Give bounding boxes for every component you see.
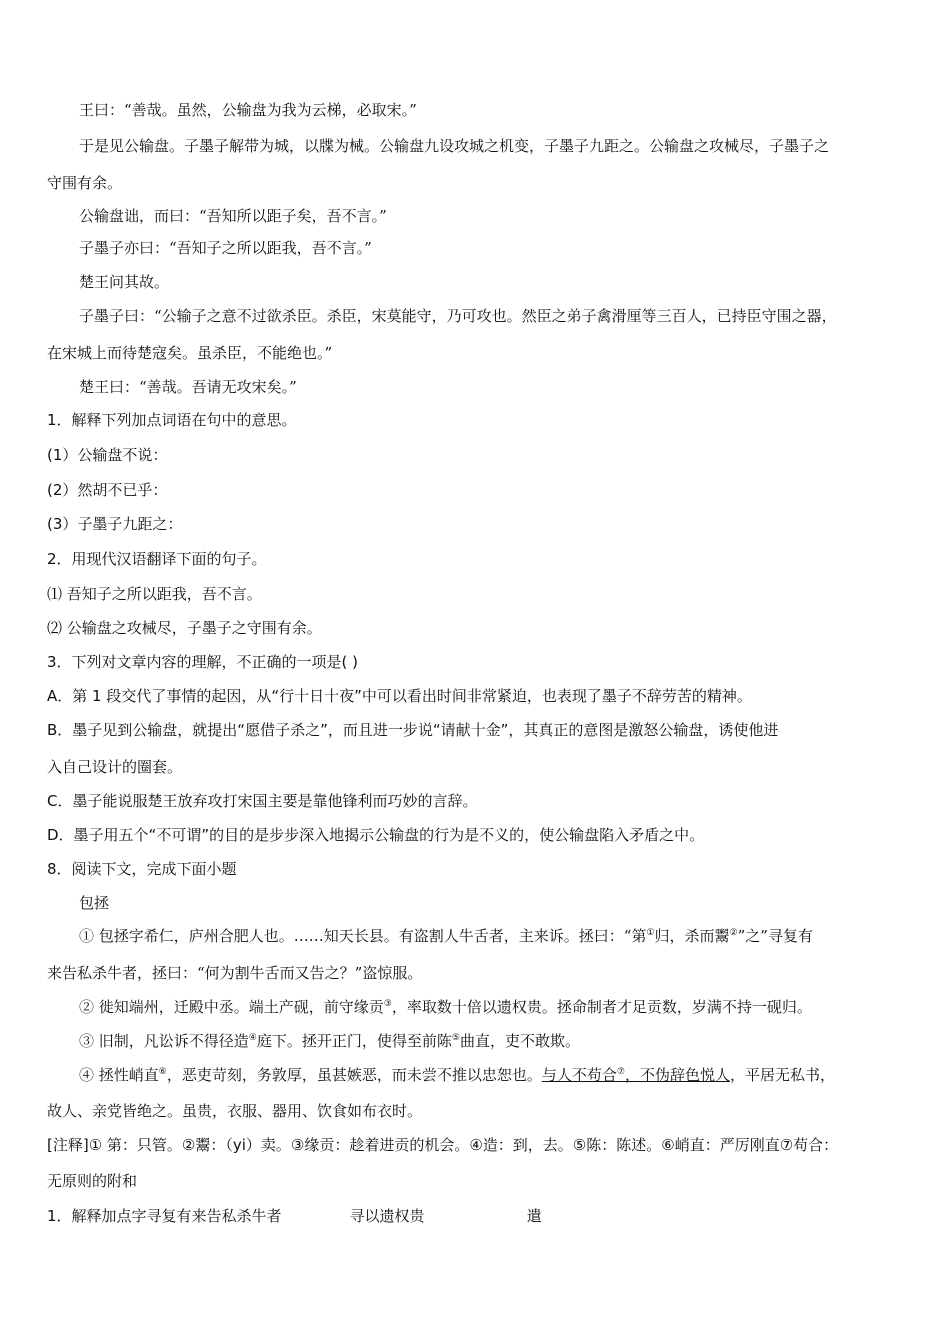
- passage-paragraph: 子墨子曰：“公输子之意不过欲杀臣。杀臣，宋莫能守，乃可攻也。然臣之弟子禽滑厘等三百人，已持臣守围之器，: [79, 307, 837, 325]
- question-2-item-1: ⑴ 吾知子之所以距我，吾不言。: [47, 585, 262, 603]
- footnote-marker: ⑥: [158, 1067, 167, 1077]
- text-run: 归，杀而鬻: [654, 927, 730, 945]
- text-run: ④ 拯性峭直: [79, 1066, 159, 1084]
- text-run: ③ 旧制，凡讼诉不得径造: [79, 1032, 249, 1050]
- question-2-item-2: ⑵ 公输盘之攻械尽，子墨子之守围有余。: [47, 619, 322, 637]
- passage-paragraph: 子墨子亦曰：“吾知子之所以距我，吾不言。”: [79, 239, 372, 257]
- article-paragraph-1: [79, 925, 914, 947]
- question-1-item-3: (3）子墨子九距之：: [47, 515, 183, 533]
- text-run: 庭下。拯开正门，使得至前陈: [256, 1032, 452, 1050]
- passage-paragraph-continued: 在宋城上而待楚寇矣。虽杀臣，不能绝也。”: [47, 344, 333, 362]
- footnote-marker: ④: [248, 1033, 257, 1043]
- annotations: [注释]① 第：只管。②鬻：（yi）卖。③缘贡：趁着进贡的机会。④造：到，去。⑤陈：陈述。⑥峭直：严厉刚直⑦苟合：: [47, 1136, 839, 1154]
- text-run: ”之”寻复有: [737, 927, 813, 945]
- question-label: 1．解释加点字寻复有来告私杀牛者: [47, 1207, 282, 1225]
- question-item: 寻以遗权贵: [349, 1207, 425, 1225]
- underlined-sentence: [542, 1066, 730, 1084]
- passage-paragraph: 于是见公输盘。子墨子解带为城，以牒为械。公输盘九设攻城之机变，子墨子九距之。公输盘之攻械尽，子墨子之: [79, 137, 830, 155]
- question-1-item-2: (2）然胡不已乎：: [47, 481, 168, 499]
- annotations-continued: 无原则的附和: [47, 1172, 138, 1190]
- question-1: 1．解释下列加点词语在句中的意思。: [47, 411, 297, 429]
- option-b-continued: 入自己设计的圈套。: [47, 758, 183, 776]
- article-paragraph-3: [79, 1030, 914, 1052]
- section-8-heading: 8．阅读下文，完成下面小题: [47, 860, 237, 878]
- question-2: 2．用现代汉语翻译下面的句子。: [47, 550, 267, 568]
- footnote-marker: ②: [729, 928, 738, 938]
- article-title: 包拯: [79, 894, 110, 912]
- passage-paragraph: 楚王曰：“善哉。吾请无攻宋矣。”: [79, 378, 297, 396]
- passage-paragraph: 楚王问其故。: [79, 273, 170, 291]
- footnote-marker: ⑦: [616, 1067, 625, 1077]
- text-run: 与人不苟合: [541, 1066, 617, 1084]
- option-b: B．墨子见到公输盘，就提出“愿借子杀之”，而且进一步说“请献十金”，其真正的意图是激怒公输盘，诱使他进: [47, 721, 779, 739]
- text-run: ，平居无私书，: [729, 1066, 835, 1084]
- text-run: ，不伪辞色悦人: [624, 1066, 730, 1084]
- passage-paragraph: 公输盘诎，而曰：“吾知所以距子矣，吾不言。”: [79, 207, 387, 225]
- text-run: ② 徙知端州，迁殿中丞。端土产砚，前守缘贡: [79, 998, 384, 1016]
- footnote-marker: ⑤: [451, 1033, 460, 1043]
- article-paragraph-4-continued: 故人、亲党皆绝之。虽贵，衣服、器用、饮食如布衣时。: [47, 1102, 423, 1120]
- article-paragraph-1-continued: 来告私杀牛者，拯曰：“何为割牛舌而又告之？”盗惊服。: [47, 964, 423, 982]
- passage-paragraph-continued: 守围有余。: [47, 174, 123, 192]
- question-item: 遣: [526, 1207, 542, 1225]
- text-run: 曲直，吏不敢欺。: [459, 1032, 580, 1050]
- passage-paragraph: 王曰：“善哉。虽然，公输盘为我为云梯，必取宋。”: [79, 101, 417, 119]
- article-paragraph-2: [79, 996, 914, 1018]
- footnote-marker: ③: [383, 999, 392, 1009]
- option-d: D．墨子用五个“不可谓”的目的是步步深入地揭示公输盘的行为是不义的，使公输盘陷入矛盾之中。: [47, 826, 705, 844]
- question-3: 3．下列对文章内容的理解，不正确的一项是( ): [47, 653, 359, 671]
- option-c: C．墨子能说服楚王放弃攻打宋国主要是靠他锋利而巧妙的言辞。: [47, 792, 478, 810]
- option-a: A．第 1 段交代了事情的起因，从“行十日十夜”中可以看出时间非常紧迫，也表现了墨子不辞劳苦的精神。: [47, 687, 752, 705]
- text-run: ，恶吏苛刻，务敦厚，虽甚嫉恶，而未尝不推以忠恕也。: [166, 1066, 542, 1084]
- question-1-item-1: (1）公输盘不说：: [47, 446, 168, 464]
- section-8-question-1: [47, 1205, 914, 1227]
- text-run: ，率取数十倍以遗权贵。拯命制者才足贡数，岁满不持一砚归。: [391, 998, 812, 1016]
- footnote-marker: ①: [646, 928, 655, 938]
- article-paragraph-4: [79, 1064, 914, 1086]
- text-run: ① 包拯字希仁，庐州合肥人也。……知天长县。有盗割人牛舌者，主来诉。拯曰：“第: [79, 927, 647, 945]
